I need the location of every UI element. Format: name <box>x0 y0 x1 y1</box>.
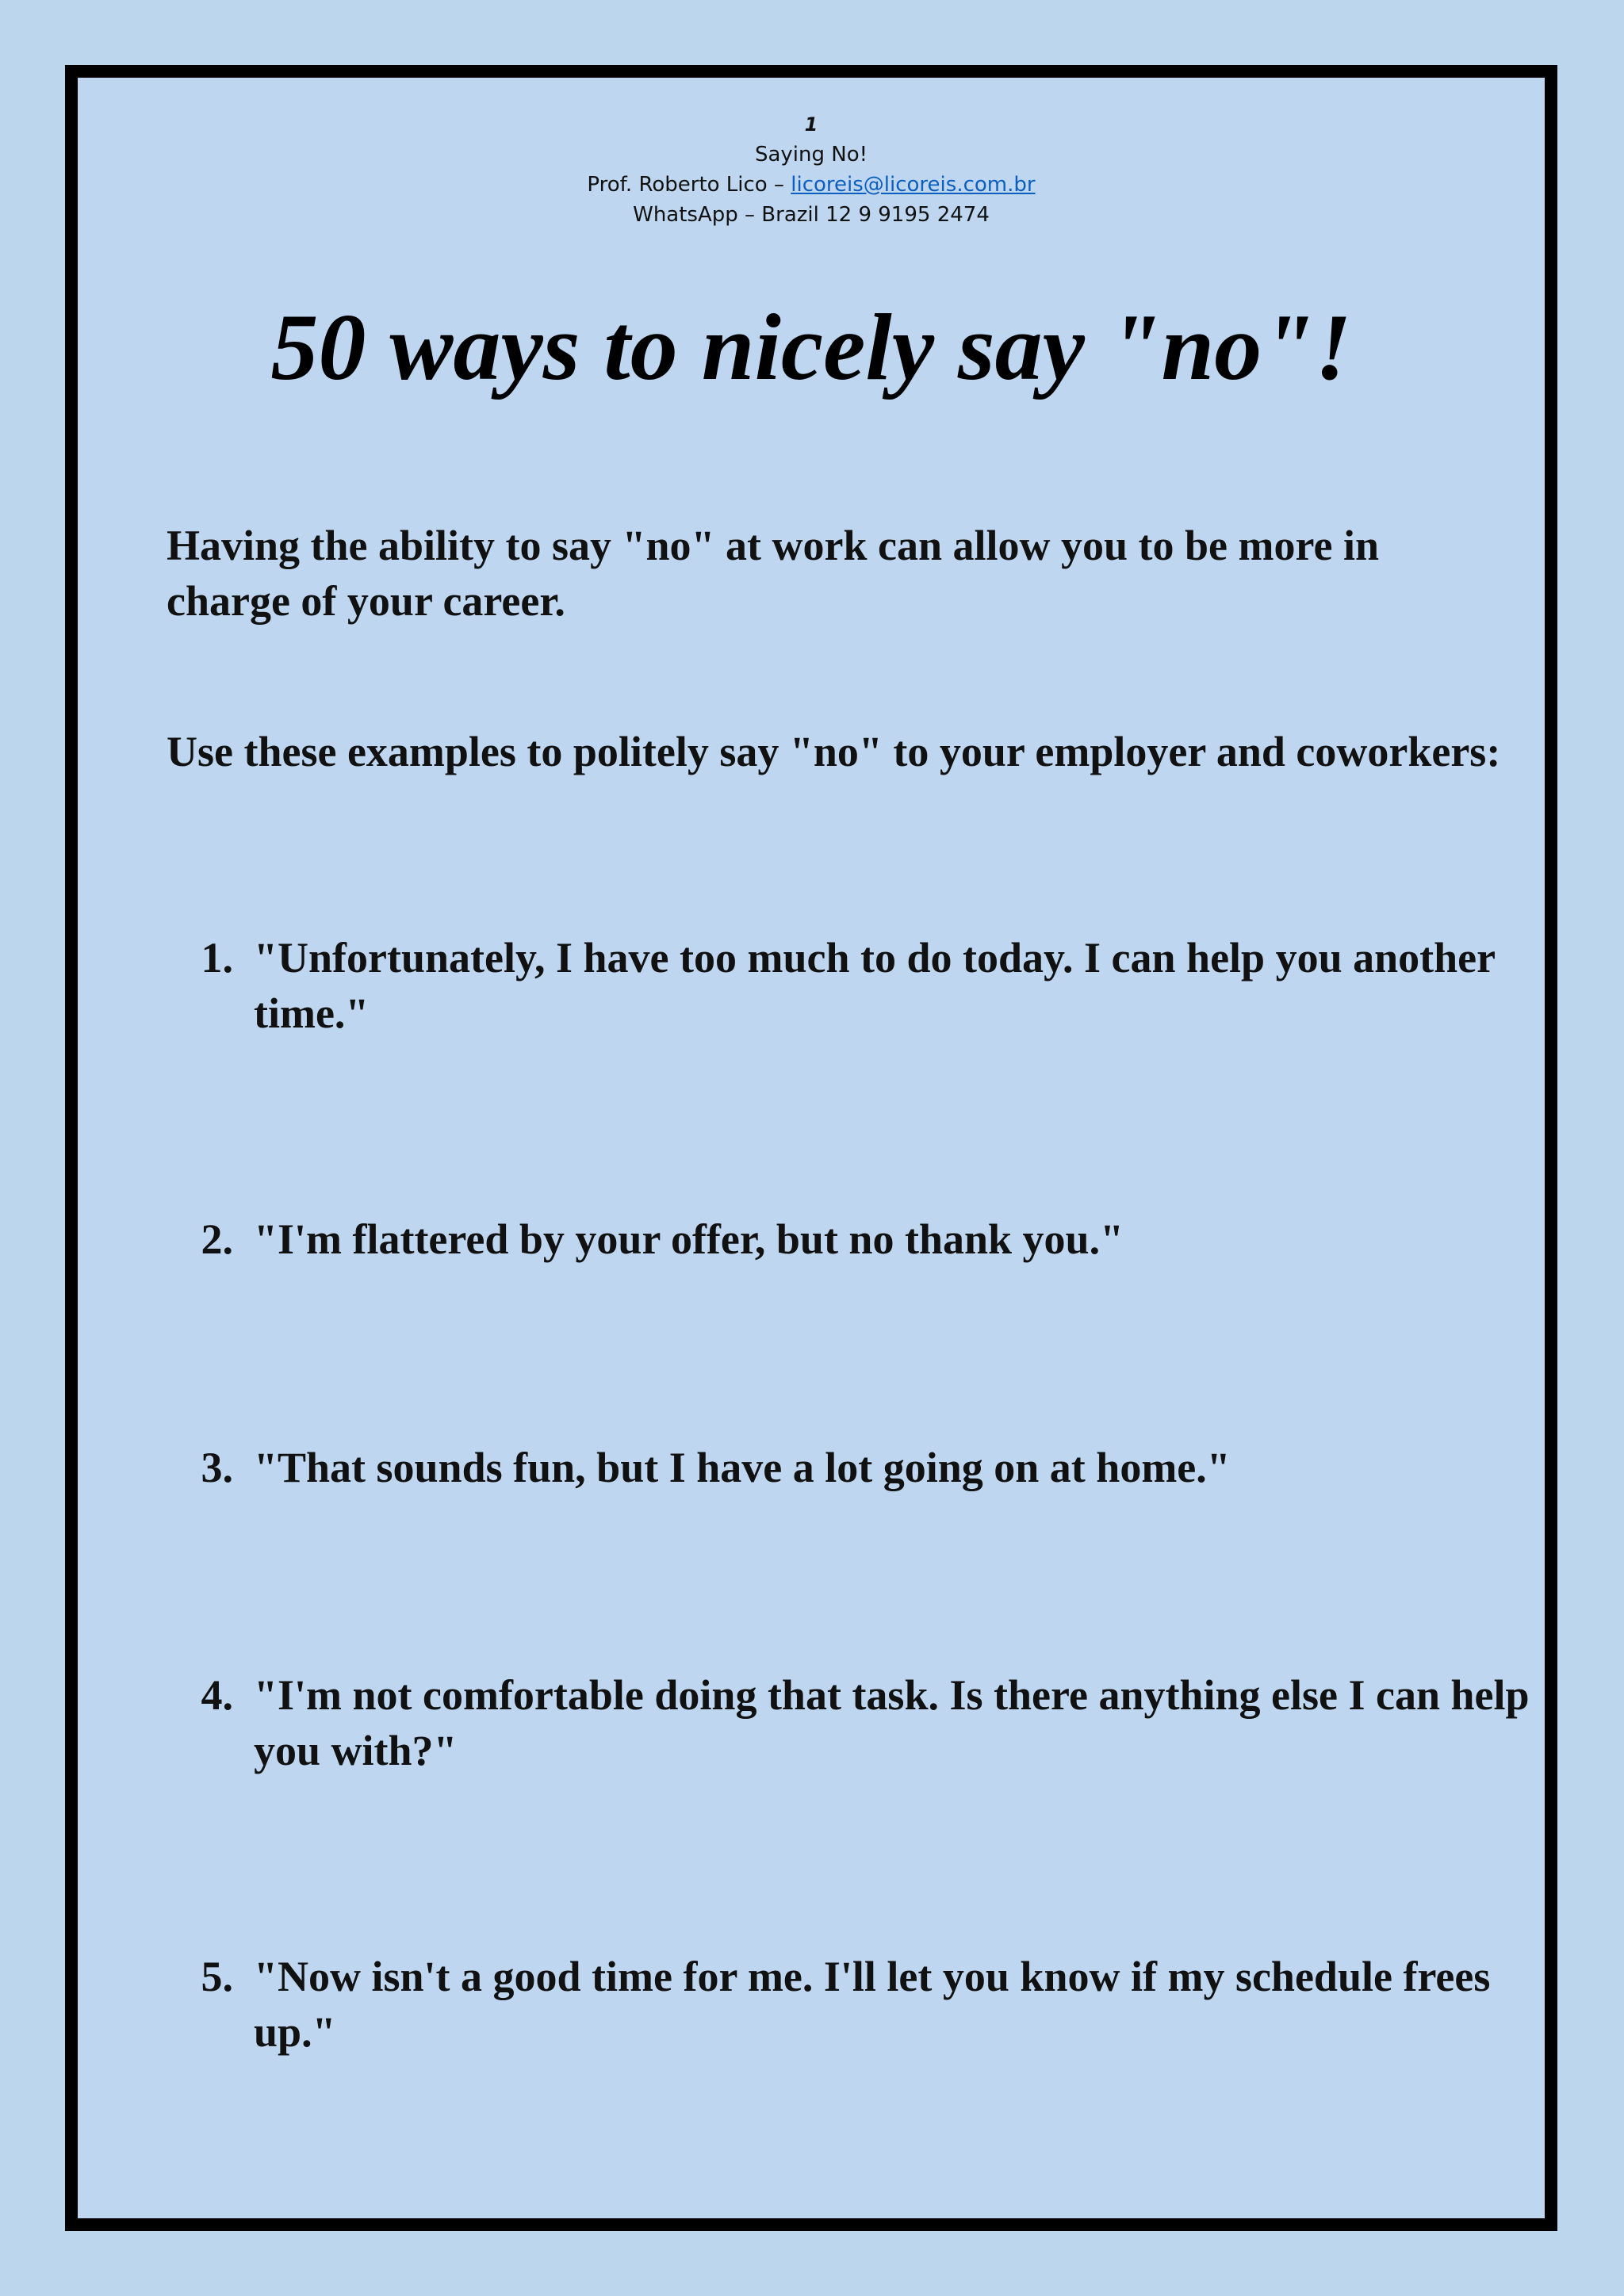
list-item <box>197 1440 1545 1495</box>
page-border-frame <box>65 65 1557 2231</box>
document-title: Saying No! <box>754 143 868 166</box>
list-item-text: "I'm flattered by your offer, but no thank you." <box>254 1215 1124 1263</box>
list-item-text: "Unfortunately, I have too much to do today. I can help you another time." <box>254 934 1496 1037</box>
list-item-number: 4. <box>201 1671 233 1719</box>
list-item <box>197 1211 1545 1267</box>
author-line <box>78 170 1545 200</box>
list-item-number: 2. <box>201 1215 233 1263</box>
list-item-number: 5. <box>201 1953 233 2000</box>
email-link[interactable]: licoreis@licoreis.com.br <box>791 173 1036 197</box>
list-item-number: 3. <box>201 1444 233 1491</box>
author-name: Prof. Roberto Lico – <box>587 173 791 197</box>
page-header <box>78 109 1545 230</box>
list-item-number: 1. <box>201 934 233 982</box>
list-item <box>197 930 1545 1041</box>
page-number: 1 <box>804 113 818 136</box>
whatsapp-line: WhatsApp – Brazil 12 9 9195 2474 <box>633 203 990 227</box>
list-item-text: "That sounds fun, but I have a lot going on at home." <box>254 1444 1231 1491</box>
list-item-text: "I'm not comfortable doing that task. Is there anything else I can help you with?" <box>254 1671 1530 1774</box>
main-title: 50 ways to nicely say "no"! <box>270 294 1352 400</box>
list-item <box>197 1667 1545 1778</box>
intro-paragraph: Having the ability to say "no" at work can allow you to be more in charge of your career. <box>167 522 1380 625</box>
intro-paragraph: Use these examples to politely say "no" to your employer and coworkers: <box>167 728 1501 775</box>
list-item <box>197 1949 1545 2060</box>
list-item-text: "Now isn't a good time for me. I'll let you know if my schedule frees up." <box>254 1953 1491 2056</box>
